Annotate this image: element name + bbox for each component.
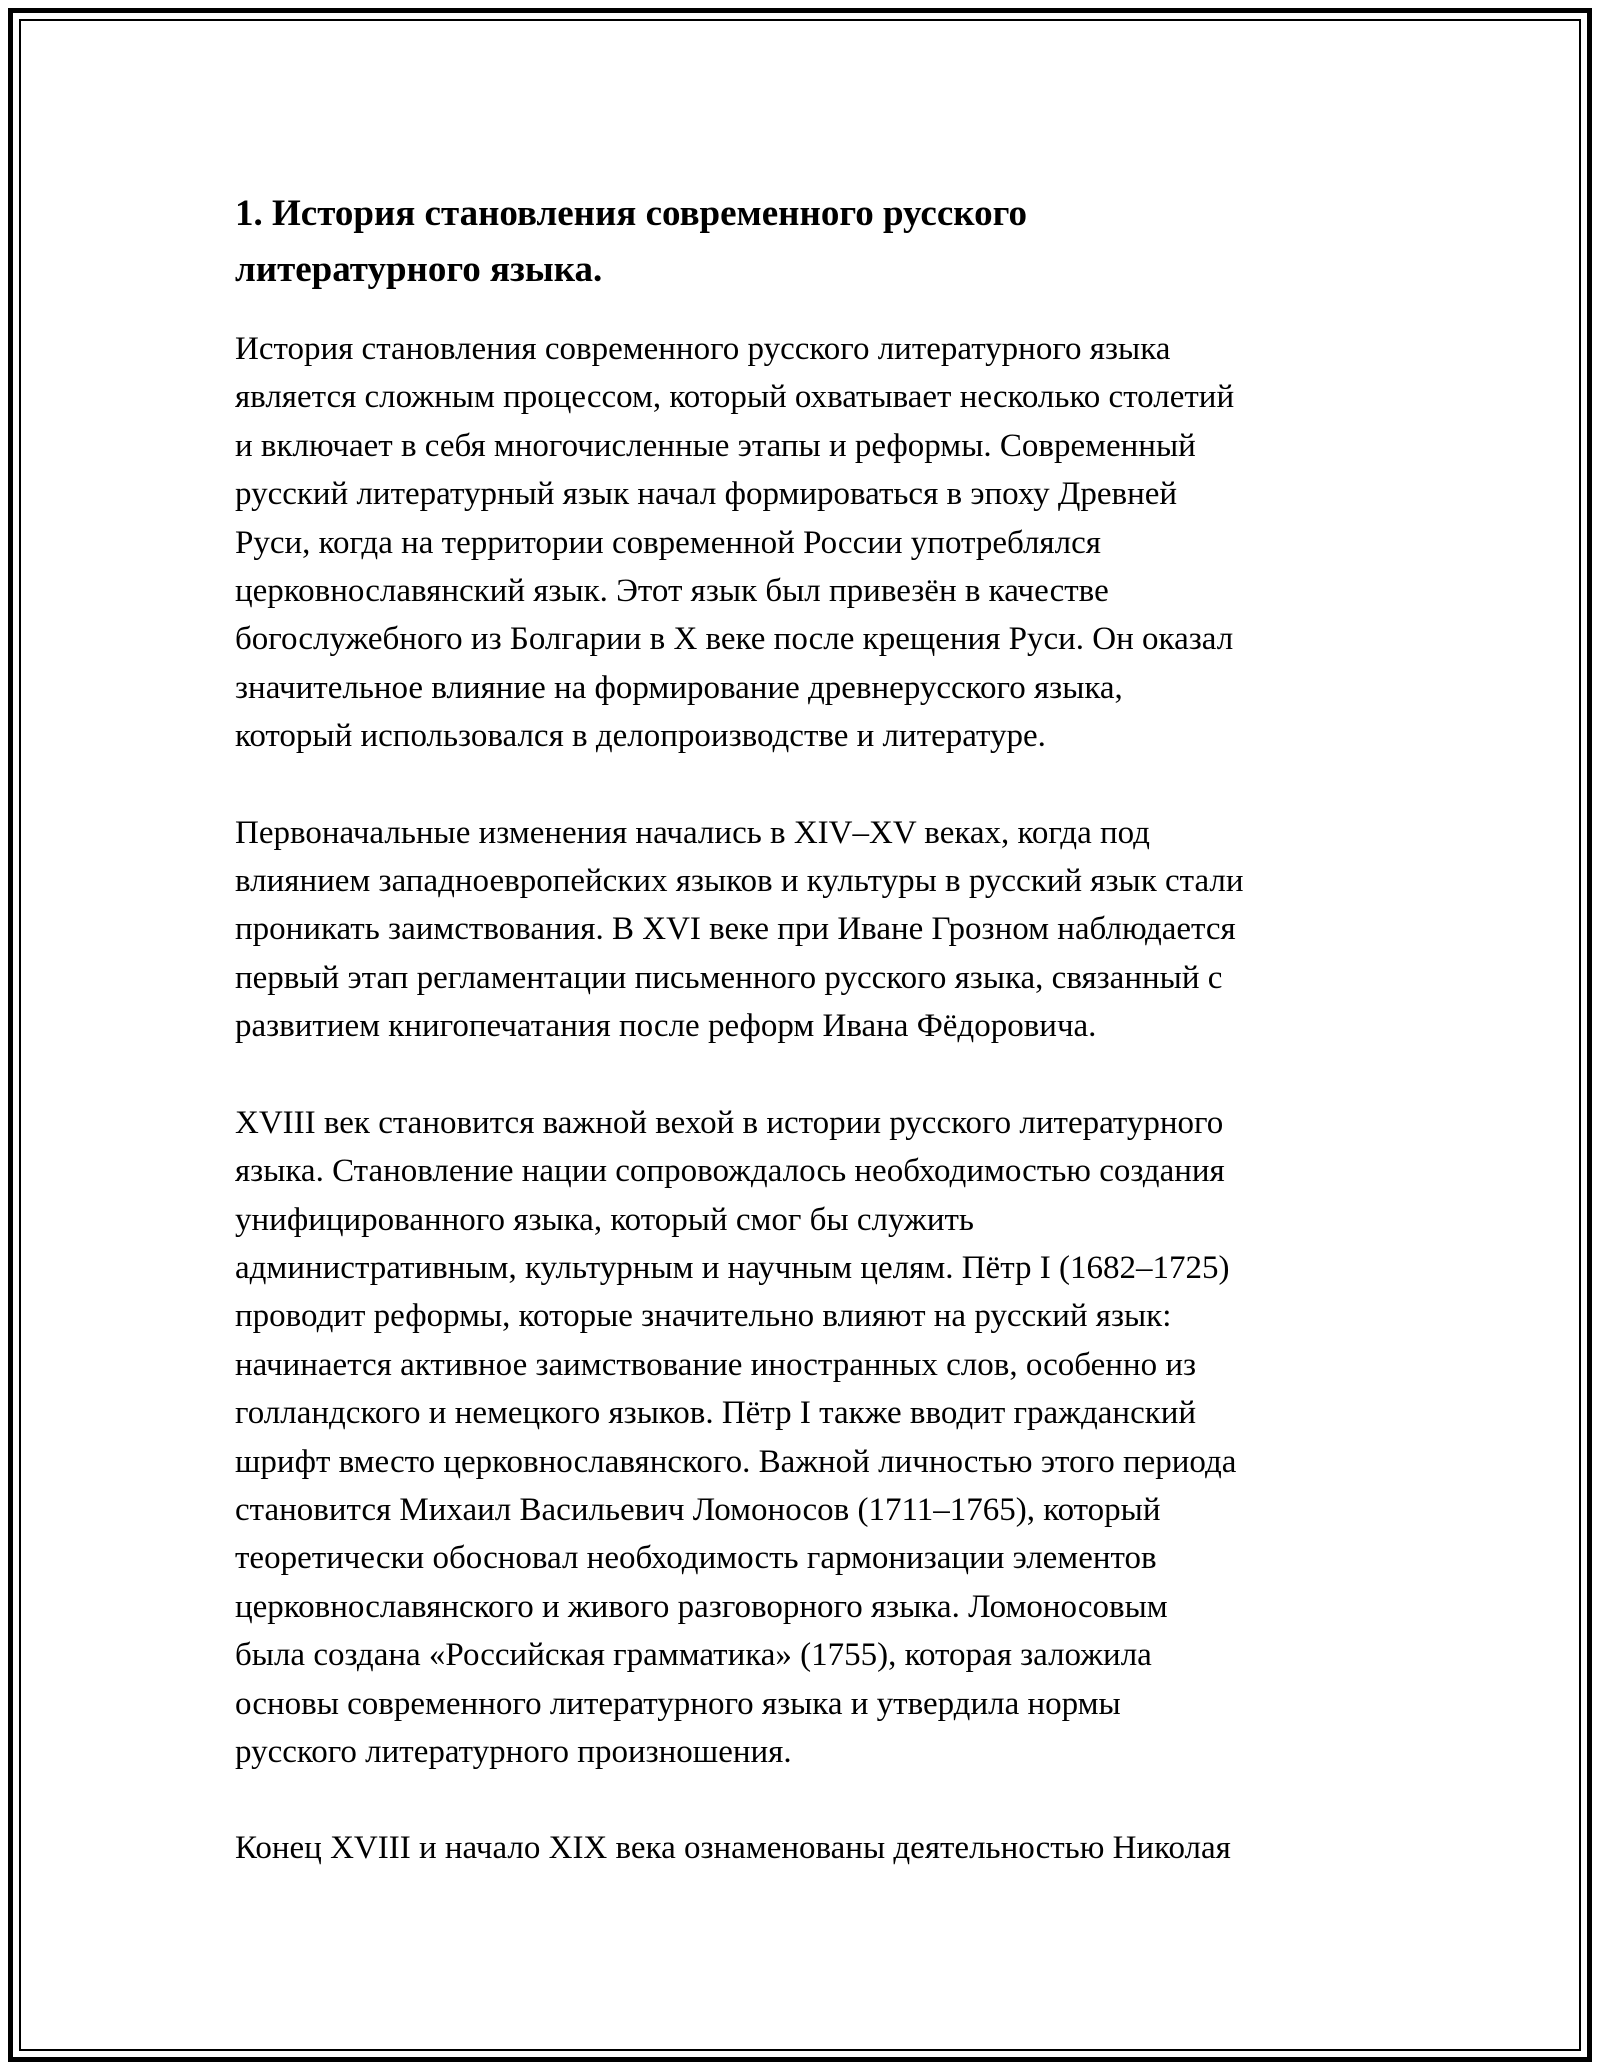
text-line: русского литературного произношения. — [235, 1733, 792, 1770]
heading-line: литературного языка. — [235, 249, 603, 290]
text-line: Конец XVIII и начало XIX века ознаменованы деятельностью Николая — [235, 1830, 1231, 1867]
paragraph-3 — [235, 1099, 1370, 1777]
text-line: богослужебного из Болгарии в X веке после крещения Руси. Он оказал — [235, 621, 1234, 658]
text-line: первый этап регламентации письменного русского языка, связанный с — [235, 959, 1223, 996]
text-line: начинается активное заимствование иностранных слов, особенно из — [235, 1346, 1197, 1383]
paragraph-1 — [235, 325, 1370, 761]
text-line: значительное влияние на формирование древнерусского языка, — [235, 669, 1123, 706]
text-line: голландского и немецкого языков. Пётр I также вводит гражданский — [235, 1395, 1197, 1432]
text-line: церковнославянского и живого разговорного языка. Ломоносовым — [235, 1588, 1168, 1625]
text-line: унифицированного языка, который смог бы служить — [235, 1201, 974, 1238]
text-line: шрифт вместо церковнославянского. Важной личностью этого периода — [235, 1443, 1237, 1480]
text-line: Первоначальные изменения начались в XIV–XV веках, когда под — [235, 814, 1150, 851]
text-line: теоретически обосновал необходимость гармонизации элементов — [235, 1540, 1157, 1577]
document-body — [235, 186, 1370, 1921]
text-line: церковнославянский язык. Этот язык был привезён в качестве — [235, 573, 1109, 610]
section-heading — [235, 186, 1370, 298]
text-line: Руси, когда на территории современной России употреблялся — [235, 524, 1101, 561]
text-line: основы современного литературного языка и утвердила нормы — [235, 1685, 1121, 1722]
text-line: проводит реформы, которые значительно влияют на русский язык: — [235, 1298, 1172, 1335]
text-line: и включает в себя многочисленные этапы и реформы. Современный — [235, 427, 1196, 464]
heading-line: 1. История становления современного русского — [235, 193, 1027, 234]
text-line: развитием книгопечатания после реформ Ивана Фёдоровича. — [235, 1008, 1097, 1045]
text-line: влиянием западноевропейских языков и культуры в русский язык стали — [235, 863, 1244, 900]
paragraph-2 — [235, 809, 1370, 1051]
paragraph-4 — [235, 1824, 1370, 1872]
text-line: становится Михаил Васильевич Ломоносов (1711–1765), который — [235, 1491, 1161, 1528]
text-line: языка. Становление нации сопровождалось необходимостью создания — [235, 1153, 1225, 1190]
text-line: была создана «Российская грамматика» (1755), которая заложила — [235, 1637, 1152, 1674]
text-line: проникать заимствования. В XVI веке при Иване Грозном наблюдается — [235, 911, 1236, 948]
text-line: История становления современного русского литературного языка — [235, 331, 1171, 367]
text-line: административным, культурным и научным целям. Пётр I (1682–1725) — [235, 1249, 1230, 1286]
text-line: XVIII век становится важной вехой в истории русского литературного — [235, 1104, 1224, 1141]
text-line: является сложным процессом, который охватывает несколько столетий — [235, 379, 1235, 416]
text-line: который использовался в делопроизводстве и литературе. — [235, 718, 1046, 755]
text-line: русский литературный язык начал формироваться в эпоху Древней — [235, 476, 1178, 513]
